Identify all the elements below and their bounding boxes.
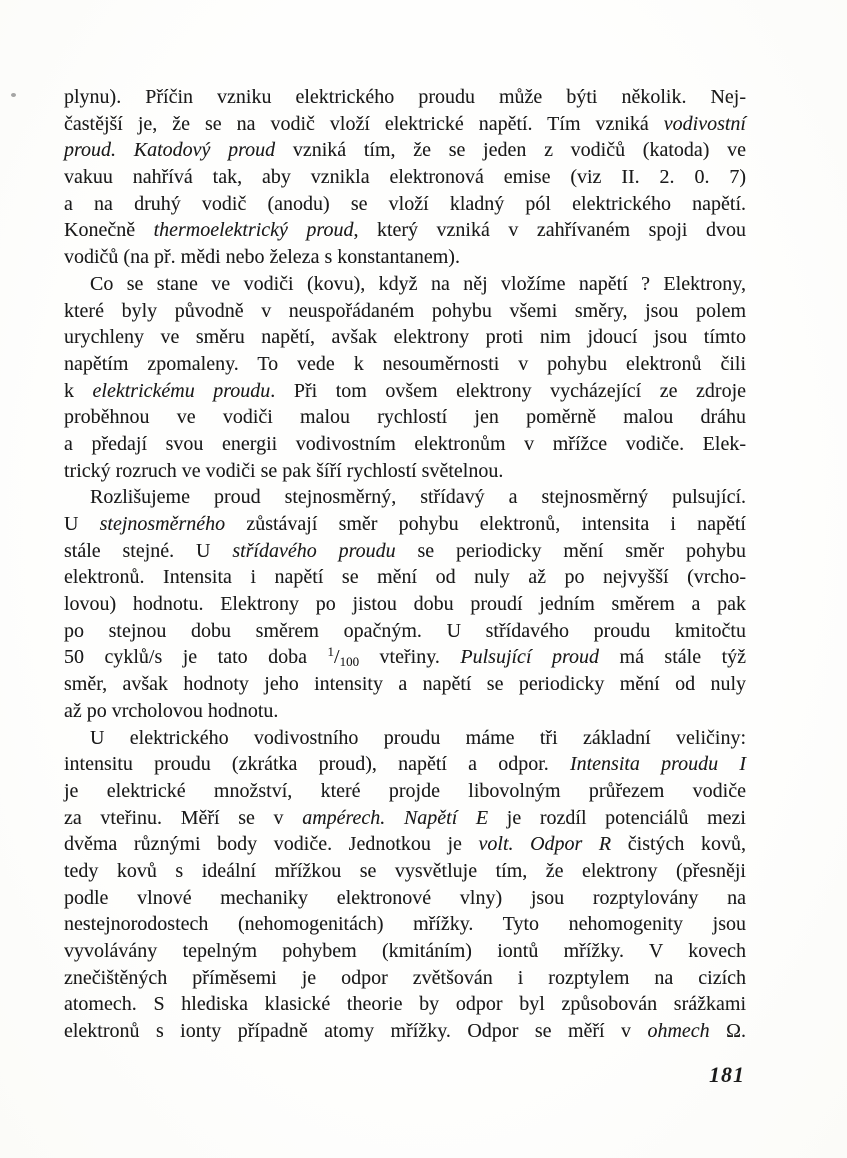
text-line [64, 511, 746, 538]
body-text: dvěma různými body vodiče. Jednotkou je [64, 833, 479, 856]
text-line [64, 378, 746, 405]
body-text: U elektrického vodivostního proudu máme tři základní veličiny: [90, 726, 746, 749]
body-text: a na druhý vodič (anodu) se vloží kladný pól elektrického napětí. [64, 192, 746, 215]
body-text: častější je, že se na vodič vloží elektrické napětí. Tím vzniká [64, 112, 664, 135]
text-line [64, 137, 746, 164]
body-text: atomech. S hlediska klasické theorie by odpor byl způsobován srážkami [64, 993, 746, 1016]
body-text: je elektrické množství, které projde libovolným průřezem vodiče [64, 779, 746, 802]
body-text: elektronů s ionty případně atomy mřížky. Odpor se měří v [64, 1020, 648, 1043]
page-text [64, 84, 746, 1045]
body-text: Rozlišujeme proud stejnosměrný, střídavý a stejnosměrný pulsující. [90, 486, 746, 509]
body-text: lovou) hodnotu. Elektrony po jistou dobu proudí jedním směrem a pak [64, 593, 746, 616]
body-text: Co se stane ve vodiči (kovu), když na něj vložíme napětí ? Elektrony, [90, 272, 746, 295]
text-line [64, 191, 746, 218]
paragraph [64, 484, 746, 724]
body-text: elektronů. Intensita i napětí se mění od nuly až po nejvyšší (vrcho- [64, 566, 746, 589]
emphasis-text: vodivostní [663, 112, 746, 135]
text-line [64, 458, 746, 485]
body-text: vzniká tím, že se jeden z vodičů (katoda) ve [275, 139, 746, 162]
body-text: čistých kovů, [611, 833, 747, 856]
text-line [64, 217, 746, 244]
body-text: stále stejné. U [64, 539, 233, 562]
text-line [64, 538, 746, 565]
body-text: k [64, 379, 93, 402]
text-line [64, 831, 746, 858]
text-line [64, 911, 746, 938]
body-text: trický rozruch ve vodiči se pak šíří rychlostí světelnou. [64, 459, 504, 482]
body-text: které byly původně v neuspořádaném pohybu všemi směry, jsou polem [64, 299, 746, 322]
body-text: zůstávají směr pohybu elektronů, intensita i napětí [225, 513, 746, 535]
text-line [64, 725, 746, 752]
body-text: proběhnou ve vodiči malou rychlostí jen poměrně malou dráhu [64, 406, 746, 429]
body-text: 100 [339, 654, 360, 670]
text-line [64, 298, 746, 325]
body-text: vteřiny. [359, 646, 461, 669]
body-text: směr, avšak hodnoty jeho intensity a napětí se periodicky mění od nuly [64, 673, 746, 696]
text-line [64, 1018, 746, 1045]
body-text: napětím zpomaleny. To vede k nesouměrnosti v pohybu elektronů čili [64, 352, 746, 375]
text-line [64, 244, 746, 271]
text-line [64, 564, 746, 591]
text-line [64, 324, 746, 351]
body-text: 1 [327, 644, 334, 660]
paragraph [64, 725, 746, 1045]
emphasis-text: ampérech. Napětí E [302, 806, 489, 829]
paragraph [64, 271, 746, 485]
body-text: / [334, 646, 340, 669]
body-text: vyvolávány tepelným pohybem (kmitáním) iontů mřížky. V kovech [64, 940, 746, 962]
text-line [64, 671, 746, 698]
body-text: je rozdíl potenciálů mezi [488, 806, 746, 829]
text-line [64, 404, 746, 431]
emphasis-text: Intensita proudu I [569, 753, 746, 776]
scan-speck [11, 93, 16, 97]
body-text: plynu). Příčin vzniku elektrického proudu může býti několik. Nej- [64, 86, 746, 108]
body-text: vodičů (na př. mědi nebo železa s konstantanem). [64, 246, 460, 269]
page-number: 181 [709, 1062, 745, 1087]
body-text: nestejnorodostech (nehomogenitách) mřížky. Tyto nehomogenity jsou [64, 913, 746, 936]
text-line [64, 778, 746, 805]
text-line [64, 84, 746, 111]
text-line [64, 805, 746, 832]
body-text: a předají svou energii vodivostním elektronům v mřížce vodiče. Elek- [64, 432, 746, 455]
body-text: tedy kovů s ideální mřížkou se vysvětluje tím, že elektrony (přesněji [64, 859, 746, 882]
text-line [64, 431, 746, 458]
emphasis-text: střídavého proudu [232, 539, 396, 562]
body-text: 50 cyklů/s je tato doba [64, 646, 328, 669]
body-text: intensitu proudu (zkrátka proud), napětí a odpor. [64, 753, 570, 776]
body-text: U [64, 513, 100, 535]
body-text: vakuu nahřívá tak, aby vznikla elektronová emise (viz II. 2. 0. 7) [64, 166, 746, 189]
body-text: . Při tom ovšem elektrony vycházející ze zdroje [270, 379, 747, 402]
emphasis-text: elektrickému proudu [92, 379, 271, 402]
text-line [64, 591, 746, 618]
text-line [64, 164, 746, 191]
body-text: Ω. [709, 1020, 746, 1043]
emphasis-text: ohmech [647, 1020, 710, 1043]
emphasis-text: thermoelektrický proud [153, 219, 354, 242]
body-text: se periodicky mění směr pohybu [395, 539, 746, 562]
text-line [64, 751, 746, 778]
emphasis-text: Pulsující proud [460, 646, 600, 669]
body-text: podle vlnové mechaniky elektronové vlny) jsou rozptylovány na [64, 886, 746, 909]
text-line [64, 111, 746, 138]
body-text: po stejnou dobu směrem opačným. U střídavého proudu kmitočtu [64, 619, 746, 642]
text-line [64, 858, 746, 885]
body-text: , který vzniká v zahřívaném spoji dvou [353, 219, 746, 242]
text-line [64, 885, 746, 912]
emphasis-text: volt. Odpor R [478, 833, 612, 856]
text-line [64, 938, 746, 965]
emphasis-text: proud. Katodový proud [64, 139, 276, 162]
text-line [64, 484, 746, 511]
body-text: má stále týž [599, 646, 746, 669]
body-text: za vteřinu. Měří se v [64, 806, 303, 829]
text-line [64, 271, 746, 298]
text-line [64, 698, 746, 725]
paragraph [64, 84, 746, 271]
body-text: urychleny ve směru napětí, avšak elektrony proti nim jdoucí jsou tímto [64, 326, 746, 349]
text-line [64, 644, 746, 671]
body-text: znečištěných příměsemi je odpor zvětšován i rozptylem na cizích [64, 966, 746, 989]
emphasis-text: stejnosměrného [99, 513, 226, 535]
text-line [64, 351, 746, 378]
text-line [64, 618, 746, 645]
body-text: až po vrcholovou hodnotu. [64, 699, 279, 722]
text-line [64, 991, 746, 1018]
text-line [64, 965, 746, 992]
body-text: Konečně [64, 219, 154, 242]
